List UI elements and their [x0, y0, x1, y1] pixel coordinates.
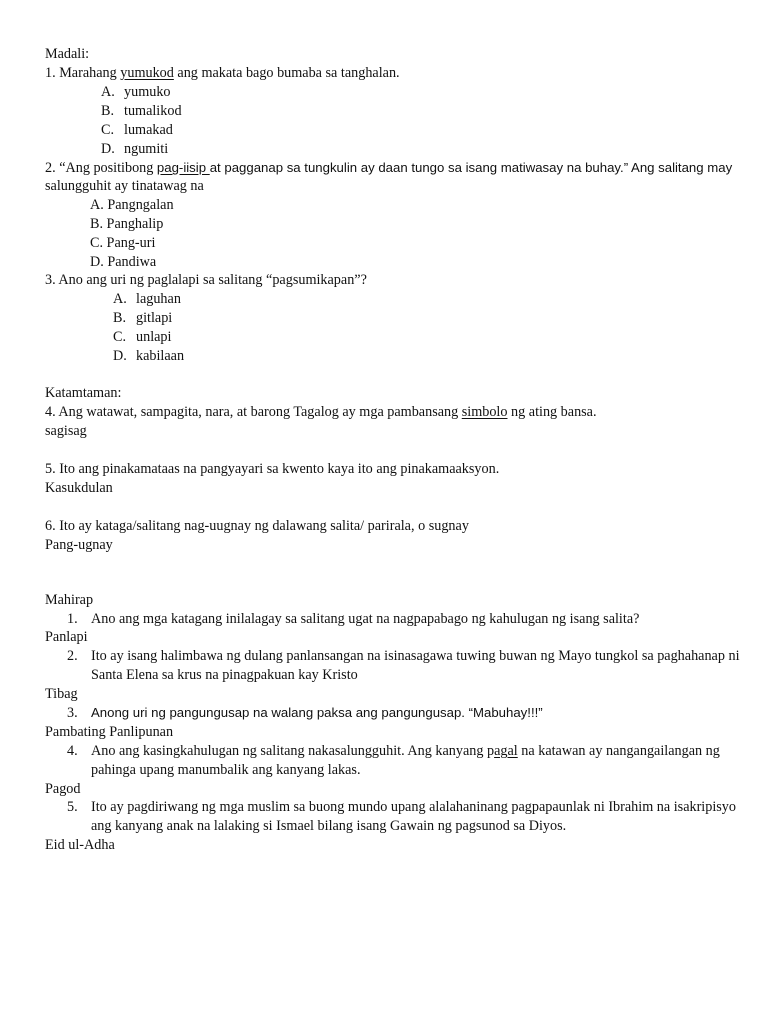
q1-option-a: A. yumuko: [101, 84, 171, 100]
question-1-prefix: 1. Marahang: [45, 65, 121, 81]
section-heading-hard: Mahirap: [45, 592, 94, 608]
question-3: 3. Ano ang uri ng paglalapi sa salitang “pagsumikapan”?: [45, 272, 367, 288]
answer-5: Kasukdulan: [45, 480, 113, 496]
q1-option-c: C. lumakad: [101, 122, 173, 138]
hard-answer-1: Panlapi: [45, 629, 88, 645]
hard-question-2-line-2: Santa Elena sa krus na pinagpakuan kay Kristo: [91, 667, 358, 683]
hard-answer-5: Eid ul-Adha: [45, 837, 115, 853]
question-2-line-2: salungguhit ay tinatawag na: [45, 178, 204, 194]
q2-option-a: A. Pangngalan: [90, 197, 174, 213]
question-1-suffix: ang makata bago bumaba sa tanghalan.: [173, 65, 400, 81]
question-1-underlined-word: yumukod: [120, 65, 174, 81]
section-heading-average: Katamtaman:: [45, 385, 122, 401]
answer-4: sagisag: [45, 423, 87, 439]
question-4-underlined-word: simbolo: [461, 404, 508, 420]
hard-question-4-underlined: agal: [494, 743, 518, 759]
hard-question-2: 2. Ito ay isang halimbawa ng dulang panlansangan na isinasagawa tuwing buwan ng Mayo tungkol sa paghahanap ni: [67, 648, 740, 664]
question-2: 2. “Ang positibong pag-iisip at pagganap sa tungkulin ay daan tungo sa isang matiwasay na buhay.” Ang salitang may: [45, 160, 733, 176]
hard-answer-4: Pagod: [45, 781, 81, 797]
hard-answer-2: Tibag: [45, 686, 78, 702]
question-2-underlined-word: pag-iisip: [156, 160, 210, 175]
hard-question-1: 1. Ano ang mga katagang inilalagay sa salitang ugat na nagpapabago ng kahulugan ng isang salita?: [67, 611, 640, 627]
question-5: 5. Ito ang pinakamataas na pangyayari sa kwento kaya ito ang pinakamaaksyon.: [45, 461, 500, 477]
hard-question-3: 3. Anong uri ng pangungusap na walang paksa ang pangungusap. “Mabuhay!!!”: [67, 705, 543, 721]
q2-option-d: D. Pandiwa: [90, 254, 157, 270]
hard-question-5-line-2: ang kanyang anak na lalaking si Ismael bilang isang Gawain ng pagsunod sa Diyos.: [91, 818, 567, 834]
hard-question-4: 4. Ano ang kasingkahulugan ng salitang nakasalungguhit. Ang kanyang pagal na katawan ay nangangailangan ng: [67, 743, 720, 759]
question-1: [45, 64, 400, 82]
q1-option-d: D. ngumiti: [101, 141, 169, 157]
question-4: 4. Ang watawat, sampagita, nara, at barong Tagalog ay mga pambansang simbolo ng ating bansa.: [45, 404, 597, 420]
q3-option-c: C. unlapi: [113, 329, 172, 345]
hard-question-4-line-2: pahinga upang manumbalik ang kanyang lakas.: [91, 762, 361, 778]
q1-option-b: B. tumalikod: [101, 103, 182, 119]
q3-option-a: A. laguhan: [113, 291, 181, 307]
answer-6: Pang-ugnay: [45, 537, 113, 553]
section-heading-easy: Madali:: [45, 46, 90, 62]
q3-option-b: B. gitlapi: [113, 310, 173, 326]
q2-option-c: C. Pang-uri: [90, 235, 156, 251]
q3-option-d: D. kabilaan: [113, 348, 185, 364]
question-6: 6. Ito ay kataga/salitang nag-uugnay ng dalawang salita/ parirala, o sugnay: [45, 518, 469, 534]
q2-option-b: B. Panghalip: [90, 216, 164, 232]
hard-question-5: 5. Ito ay pagdiriwang ng mga muslim sa buong mundo upang alalahaninang pagpapaunlak ni Ibrahim na isakripisyo: [67, 799, 736, 815]
hard-answer-3: Pambating Panlipunan: [45, 724, 174, 740]
